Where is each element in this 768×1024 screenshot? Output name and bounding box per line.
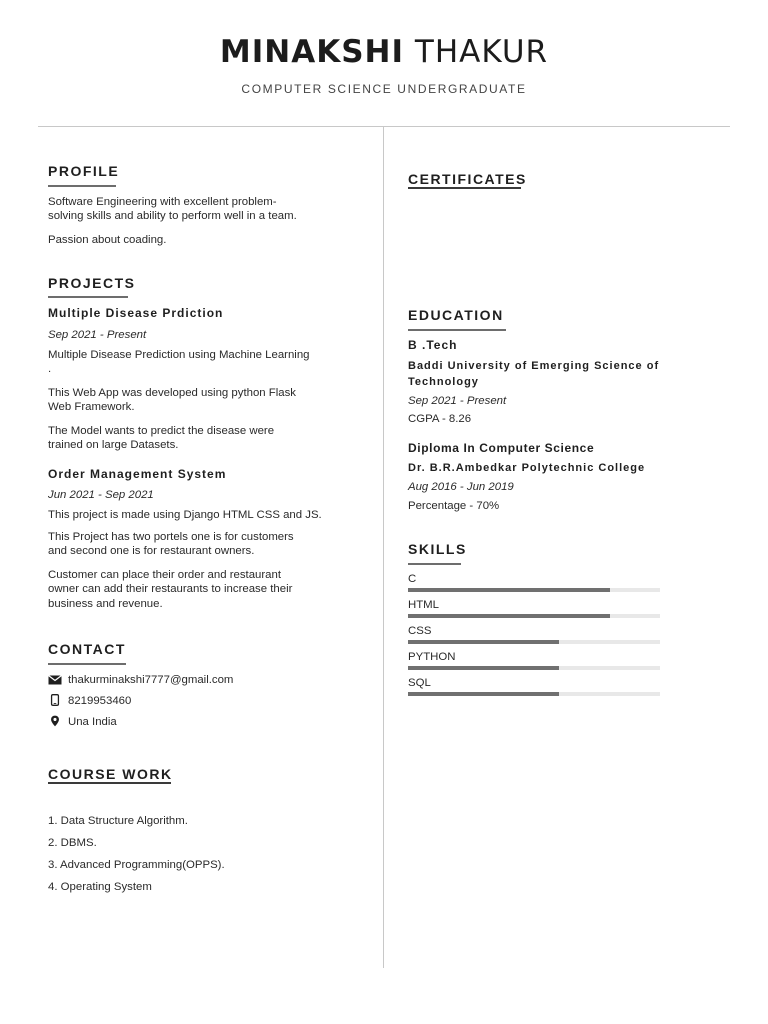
certificates-heading: CERTIFICATES (408, 171, 527, 187)
project-dates: Sep 2021 - Present (48, 329, 147, 341)
coursework-item: 2. DBMS. (48, 837, 97, 849)
skill-name: C (408, 573, 417, 585)
skill-bar (408, 692, 660, 696)
skill-name: CSS (408, 625, 432, 637)
education-school: Baddi University of Emerging Science of (408, 360, 660, 372)
project-desc-line: trained on large Datasets. (48, 439, 179, 451)
profile-heading: PROFILE (48, 163, 120, 179)
skill-bar (408, 640, 660, 644)
skill-bar-fill (408, 666, 559, 670)
contact-underline (48, 663, 126, 665)
education-dates: Aug 2016 - Jun 2019 (408, 481, 514, 493)
project-desc-line: business and revenue. (48, 598, 163, 610)
education-underline (408, 329, 506, 331)
envelope-icon (48, 674, 62, 686)
project-desc-line: Customer can place their order and restaurant (48, 569, 281, 581)
skill-name: SQL (408, 677, 431, 689)
certificates-underline (408, 187, 521, 189)
contact-email[interactable]: thakurminakshi7777@gmail.com (68, 674, 234, 686)
profile-text-line: solving skills and ability to perform well in a team. (48, 210, 297, 222)
project-desc-line: This Web App was developed using python Flask (48, 387, 296, 399)
profile-text-line: Passion about coading. (48, 234, 167, 246)
education-school: Dr. B.R.Ambedkar Polytechnic College (408, 462, 646, 474)
project-name: Order Management System (48, 467, 227, 481)
coursework-item: 4. Operating System (48, 881, 152, 893)
project-desc-line: The Model wants to predict the disease were (48, 425, 275, 437)
skill-bar (408, 614, 660, 618)
profile-underline (48, 185, 116, 187)
education-score: Percentage - 70% (408, 500, 500, 512)
education-school: Technology (408, 376, 479, 388)
skill-bar (408, 666, 660, 670)
projects-heading: PROJECTS (48, 275, 136, 291)
project-dates: Jun 2021 - Sep 2021 (48, 489, 154, 501)
last-name: THAKUR (414, 34, 549, 70)
education-heading: EDUCATION (408, 307, 504, 323)
first-name: MINAKSHI (219, 34, 405, 70)
skill-bar-fill (408, 640, 559, 644)
phone-icon (48, 694, 62, 706)
project-desc-line: Multiple Disease Prediction using Machine Learning (48, 349, 310, 361)
coursework-underline (48, 782, 171, 784)
skill-name: PYTHON (408, 651, 456, 663)
skills-heading: SKILLS (408, 541, 467, 557)
project-desc-line: This Project has two portels one is for customers (48, 531, 294, 543)
project-desc-line: Web Framework. (48, 401, 135, 413)
contact-phone[interactable]: 8219953460 (68, 695, 132, 707)
coursework-item: 3. Advanced Programming(OPPS). (48, 859, 225, 871)
education-score: CGPA - 8.26 (408, 413, 472, 425)
coursework-heading: COURSE WORK (48, 766, 173, 782)
project-desc-line: owner can add their restaurants to increase their (48, 583, 293, 595)
candidate-name (0, 34, 768, 70)
education-degree: Diploma In Computer Science (408, 441, 595, 455)
projects-underline (48, 296, 128, 298)
project-name: Multiple Disease Prdiction (48, 306, 224, 320)
skill-bar-fill (408, 588, 610, 592)
header-divider (38, 126, 730, 127)
skills-underline (408, 563, 461, 565)
profile-text-line: Software Engineering with excellent problem- (48, 196, 277, 208)
skill-bar (408, 588, 660, 592)
project-desc-line: This project is made using Django HTML CSS and JS. (48, 509, 322, 521)
project-desc-line: . (48, 363, 52, 375)
contact-heading: CONTACT (48, 641, 126, 657)
candidate-title: COMPUTER SCIENCE UNDERGRADUATE (241, 82, 527, 96)
column-divider (383, 127, 384, 968)
education-degree: B .Tech (408, 338, 458, 352)
skill-bar-fill (408, 614, 610, 618)
coursework-item: 1. Data Structure Algorithm. (48, 815, 188, 827)
skill-bar-fill (408, 692, 559, 696)
skill-name: HTML (408, 599, 440, 611)
contact-location: Una India (68, 716, 117, 728)
education-dates: Sep 2021 - Present (408, 395, 507, 407)
resume-header (0, 0, 768, 128)
location-pin-icon (48, 715, 62, 727)
project-desc-line: and second one is for restaurant owners. (48, 545, 255, 557)
